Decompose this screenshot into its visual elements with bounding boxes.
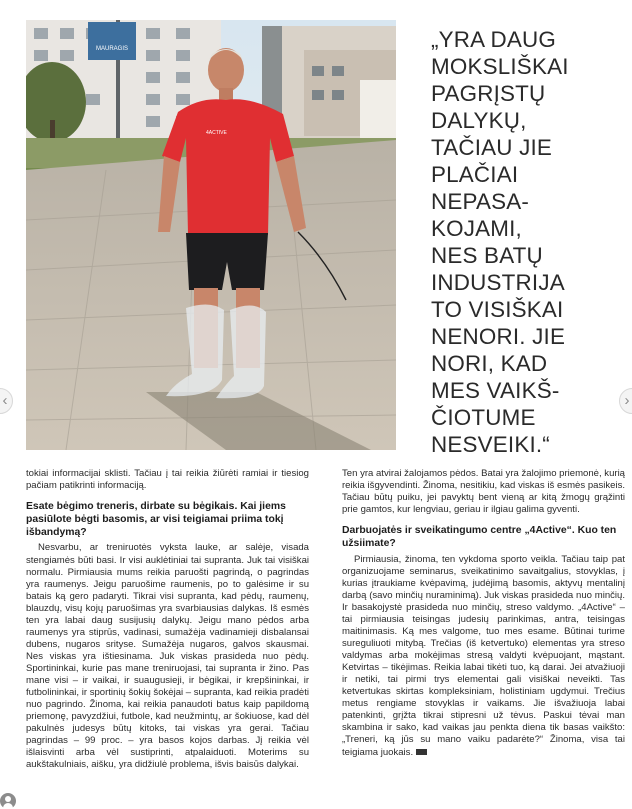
quote-line: INDUSTRIJA bbox=[431, 270, 565, 295]
quote-line: NENORI. JIE bbox=[431, 324, 566, 349]
quote-line: „YRA DAUG bbox=[431, 27, 556, 52]
user-avatar-icon[interactable] bbox=[0, 793, 16, 809]
photo-illustration bbox=[26, 20, 396, 450]
interview-answer-1: Nesvarbu, ar treniruotės vyksta lauke, ar salėje, visada stengiamės būti basi. Ir visi auklėtiniai tai supranta. Juk tai visiškai normalu. Pirmiausia mums reikia paruošti pagrindą, o pagrindas yra raumenys. Jeigu paruošime raumenis, po to galėsime ir su batais ką gero padaryti. Tikrai visi supranta, kad pėdų, raumenų, blauzdų, visų kojų paruošimas yra svarbiausias dalykas. Iš esmės ten yra labai daug susijusių dalykų. Jeigu mano pėdos arba raumenys yra stiprūs, vadinasi, sumažėja vadinamieji disbalansai dubens, nugaros srityse. Sumažėja nugaros, galvos skausmai. Nes viskas yra ištiesinama. Juk viskas prasideda nuo pėdų. Sportininkai, kurie pas mane treniruojasi, tai supranta ir žino. Pas mane visi – ir vaikai, ir suaugusieji, ir bėgikai, ir krepšininkai, ir futbolininkai, ir sportinių šokių šokėjai – supranta, kad reikia pradėti nuo pagrindo. Žinoma, kai reikia panaudoti batus kaip papildomą priemonę, pavyzdžiui, futbole, kad neužmintų, ar šokiuose, kad dėl pakulnės judesys būtų kitoks, tai viskas yra gerai. Tačiau pagrindas – 99 proc. – yra basos kojos darbas. Jį reikia vėl išlaisvinti arba vėl sustiprinti, atpalaiduoti. Moterims su aukštakulniais, aišku, yra didžiulė problema, išvis baisūs dalykai. bbox=[26, 542, 309, 771]
right-intro-paragraph: Ten yra atvirai žalojamos pėdos. Batai yra žalojimo priemonė, kurią reikia išgyvendinti. Žinoma, nesitikiu, kad viskas iš esmės pasikeis. Tačiau būtų puiku, jei pavyktų bent vieną ar kitą žmogų grąžinti prie gamtos, kur lengviau, geriau ir ilgiau galima gyventi. bbox=[342, 468, 625, 516]
shirt-logo: 4ACTIVE bbox=[206, 130, 227, 136]
quote-line: NESVEIKI.“ bbox=[431, 432, 550, 457]
quote-line: NES BATŲ bbox=[431, 243, 543, 268]
left-intro-paragraph: tokiai informacijai sklisti. Tačiau į tai reikia žiūrėti ramiai ir tiesiog pačiam patikrinti informaciją. bbox=[26, 468, 309, 492]
interview-question-1: Esate bėgimo treneris, dirbate su bėgikais. Kai jiems pasiūlote bėgti basomis, ar visi teigiamai priima tokį išbandymą? bbox=[26, 501, 286, 538]
interview-question-2: Darbuojatės ir sveikatingumo centre „4Active“. Kuo ten užsiimate? bbox=[342, 525, 617, 549]
quote-line: ČIOTUME bbox=[431, 405, 536, 430]
article-photo bbox=[26, 20, 396, 450]
quote-line: PAGRĮSTŲ bbox=[431, 81, 546, 106]
right-column bbox=[342, 468, 625, 759]
avatar-head-shape bbox=[5, 796, 11, 802]
quote-line: DALYKŲ, bbox=[431, 108, 527, 133]
quote-line: MOKSLIŠKAI bbox=[431, 54, 569, 79]
quote-line: NEPASA- bbox=[431, 189, 530, 214]
chevron-right-icon: › bbox=[624, 392, 630, 409]
quote-line: TO VISIŠKAI bbox=[431, 297, 564, 322]
pull-quote bbox=[431, 26, 621, 458]
answer-2-text: Pirmiausia, žinoma, ten vykdoma sporto veikla. Tačiau taip pat organizuojame seminarus, sveikatinimo savaitgalius, stovyklas, į kurias įtraukiame kvėpavimą, judėjimą basomis, aktyvų mentalinį darbą (savo minčių nuraminimą). Juk viskas prasideda nuo minčių. Ir basakojystė prasideda nuo minčių, streso valdymo. „4Active“ – tai pirmiausia teisingas judesių parinkimas, antra, teisingas maitinimasis. Ką mes valgome, tuo mes esame. Būtinai turime sureguliuoti mitybą. Trečias (iš ketvertuko) elementas yra streso valdymas arba mokėjimas stresą valdyti kvėpuojant, mąstant. Ketvirtas – tikėjimas. Reikia labai tikėti tuo, ką darai. Jei atvažiuoji ir netiki, tai pirmi trys elementai gali visiškai neveikti. Tas ketvertukas skirtas kompleksiniam, holistiniam ugdymui. Trečius metus rengiame stovyklas ir vaikams. Jie išvažiuoja labai patenkinti, grįžta tikrai stipresni už tėvus. Paskui tėvai man skambina ir sako, kad vaikas jau penkta diena tik basas vaikšto: „Treneri, ką jūs su mano vaiku padarėte?“ Žinoma, visa tai teigiama juokais. bbox=[342, 553, 625, 758]
chevron-left-icon: ‹ bbox=[2, 392, 8, 409]
previous-page-button[interactable] bbox=[0, 388, 13, 414]
quote-line: MES VAIKŠ- bbox=[431, 378, 560, 403]
quote-line: KOJAMI, bbox=[431, 216, 522, 241]
left-column bbox=[26, 468, 309, 771]
quote-line: PLAČIAI bbox=[431, 162, 519, 187]
quote-line: TAČIAU JIE bbox=[431, 135, 553, 160]
article-end-mark bbox=[416, 749, 427, 755]
quote-line: NORI, KAD bbox=[431, 351, 548, 376]
avatar-body-shape bbox=[3, 803, 13, 809]
interview-answer-2 bbox=[342, 554, 625, 759]
sign-text: MAURAGIS bbox=[95, 46, 129, 52]
